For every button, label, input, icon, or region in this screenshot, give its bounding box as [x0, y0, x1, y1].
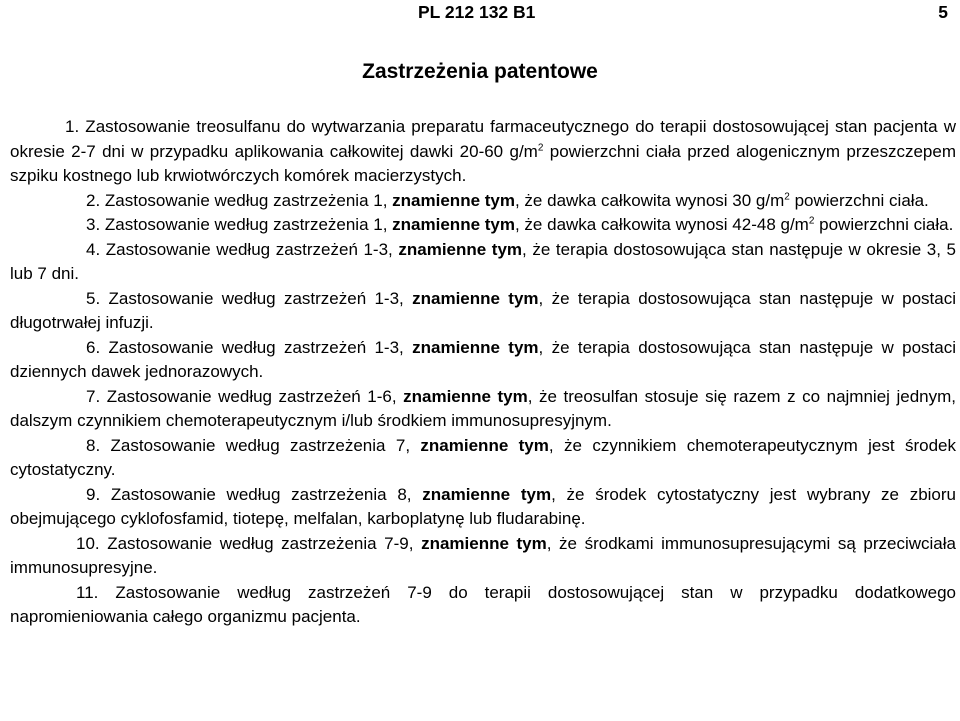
claim-keyword: znamienne tym	[392, 215, 515, 234]
claim-text: , że treosulfan stosuje się razem z co najmniej jednym, dalszym czynnikiem chemoterapeutycznym i/lub środkiem immunosupresyjnym.	[10, 386, 956, 430]
claim-text: 2. Zastosowanie według zastrzeżenia 1,	[86, 190, 393, 210]
superscript: 2	[537, 141, 544, 153]
claim-5	[10, 287, 956, 336]
claim-keyword: znamienne tym	[403, 386, 528, 406]
claim-text: 6. Zastosowanie według zastrzeżeń 1-3,	[86, 337, 413, 357]
claim-6	[10, 336, 956, 385]
claim-text: , że terapia dostosowująca stan następuje w postaci dziennych dawek jednorazowych.	[10, 337, 956, 381]
page-number: 5	[938, 2, 948, 22]
claim-text: powierzchni ciała przed alogenicznym przeszczepem szpiku kostnego lub krwiotwórczych komórek macierzystych.	[10, 141, 957, 185]
claim-3	[10, 213, 956, 238]
claim-keyword: znamienne tym	[420, 435, 549, 455]
claim-text: 1. Zastosowanie treosulfanu do wytwarzania preparatu farmaceutycznego do terapii dostosowującej stan pacjenta w okresie 2-7 dni w przypadku aplikowania całkowitej dawki 20-60 g/m	[10, 117, 956, 161]
claim-text: 8. Zastosowanie według zastrzeżenia 7,	[86, 435, 421, 455]
claim-text: , że dawka całkowita wynosi 30 g/m	[514, 190, 785, 210]
claim-text: powierzchni ciała.	[789, 190, 929, 210]
superscript: 2	[808, 215, 815, 227]
claim-keyword: znamienne tym	[412, 288, 539, 308]
claim-10	[10, 532, 956, 581]
claim-keyword: znamienne tym	[392, 190, 515, 210]
claim-keyword: znamienne tym	[421, 533, 547, 553]
claim-2	[10, 189, 956, 214]
claim-text: 9. Zastosowanie według zastrzeżenia 8,	[86, 484, 423, 504]
claim-keyword: znamienne tym	[398, 239, 523, 259]
claim-4	[10, 238, 956, 287]
patent-number: PL 212 132 B1	[418, 2, 536, 22]
superscript: 2	[784, 190, 790, 202]
claim-text: 11. Zastosowanie według zastrzeżeń 7-9 do terapii dostosowującej stan w przypadku dodatkowego napromieniowania całego organizmu pacjenta.	[10, 582, 956, 626]
claim-text: 4. Zastosowanie według zastrzeżeń 1-3,	[86, 239, 399, 259]
claim-text: 3. Zastosowanie według zastrzeżenia 1,	[86, 215, 393, 234]
claim-1	[10, 115, 956, 189]
claim-text: , że dawka całkowita wynosi 42-48 g/m	[514, 215, 809, 234]
claim-text: , że środkami immunosupresującymi są przeciwciała immunosupresyjne.	[10, 533, 956, 577]
claim-text: 5. Zastosowanie według zastrzeżeń 1-3,	[86, 288, 413, 308]
claim-keyword: znamienne tym	[422, 484, 552, 504]
claim-7	[10, 385, 956, 434]
claim-text: , że terapia dostosowująca stan następuje w postaci długotrwałej infuzji.	[10, 288, 956, 332]
section-title: Zastrzeżenia patentowe	[362, 60, 598, 83]
claim-text: , że czynnikiem chemoterapeutycznym jest środek cytostatyczny.	[10, 435, 957, 479]
claim-11	[10, 581, 956, 630]
claim-text: powierzchni ciała.	[814, 215, 954, 234]
page-header	[0, 2, 960, 26]
claim-text: 10. Zastosowanie według zastrzeżenia 7-9,	[76, 533, 422, 553]
claim-text: , że środek cytostatyczny jest wybrany ze zbioru obejmującego cyklofosfamid, tiotepę, melfalan, karboplatynę lub fludarabinę.	[10, 484, 956, 528]
claim-text: , że terapia dostosowująca stan następuje w okresie 3, 5 lub 7 dni.	[10, 239, 956, 283]
claim-keyword: znamienne tym	[412, 337, 539, 357]
claims-list	[10, 115, 956, 630]
claim-text: 7. Zastosowanie według zastrzeżeń 1-6,	[86, 386, 404, 406]
claim-9	[10, 483, 956, 532]
claim-8	[10, 434, 956, 483]
